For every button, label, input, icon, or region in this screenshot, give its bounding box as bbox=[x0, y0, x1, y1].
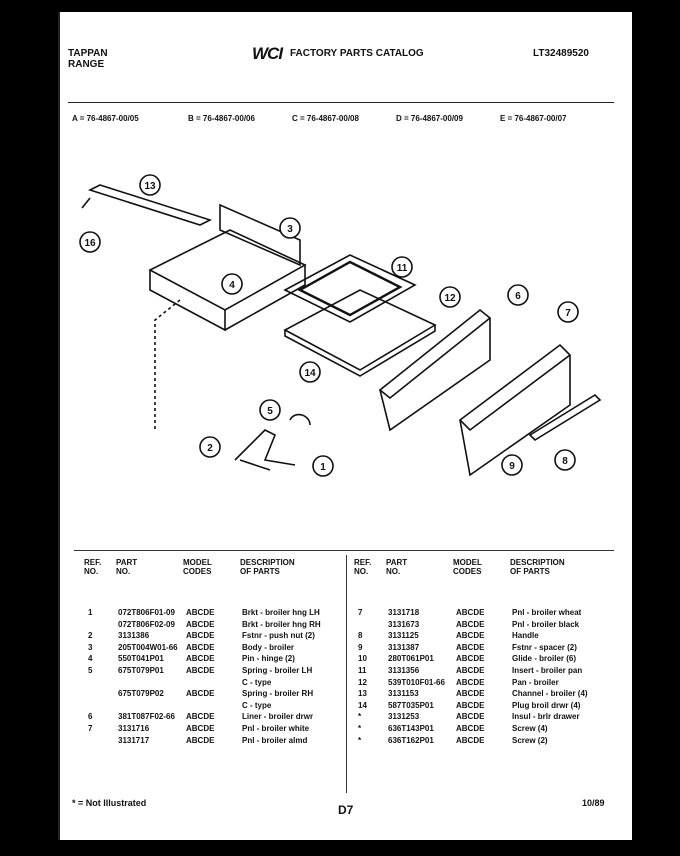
cell-model: ABCDE bbox=[186, 712, 215, 722]
cell-part: 675T079P02 bbox=[118, 689, 164, 699]
variant-d: D = 76-4867-00/09 bbox=[396, 114, 463, 123]
callout-3 bbox=[280, 218, 300, 238]
variant-a: A = 76-4867-00/05 bbox=[72, 114, 139, 123]
cell-part: 205T004W01-66 bbox=[118, 642, 178, 652]
cell-part: 3131153 bbox=[388, 689, 419, 699]
callout-14 bbox=[300, 362, 320, 382]
cell-desc: Spring - broiler RH bbox=[242, 689, 314, 699]
table-row bbox=[84, 654, 349, 664]
cell-desc: Liner - broiler drwr bbox=[242, 712, 314, 722]
cell-desc: Brkt - broiler hng RH bbox=[242, 619, 321, 629]
cell-desc: Channel - broiler (4) bbox=[512, 689, 588, 699]
cell-ref: 9 bbox=[358, 642, 363, 652]
cell-model: ABCDE bbox=[456, 724, 485, 733]
callout-8 bbox=[555, 450, 575, 470]
cell-desc: Plug broil drwr (4) bbox=[512, 700, 581, 710]
hdr-ref-right: REF. NO. bbox=[354, 558, 372, 576]
part-16-shape bbox=[82, 198, 90, 208]
cell-part: 636T143P01 bbox=[388, 724, 434, 733]
cell-ref: 1 bbox=[88, 608, 93, 617]
svg-text:11: 11 bbox=[396, 263, 408, 274]
hdr-model-right: MODEL CODES bbox=[453, 558, 482, 576]
part-2-nut-arm bbox=[240, 460, 270, 470]
cell-model: ABCDE bbox=[186, 619, 215, 629]
cell-part: 3131253 bbox=[388, 712, 420, 722]
variant-b: B = 76-4867-00/06 bbox=[188, 114, 255, 123]
cell-part: 3131716 bbox=[118, 724, 150, 733]
cell-model: ABCDE bbox=[456, 666, 485, 675]
date-code: 10/89 bbox=[582, 798, 605, 808]
cell-part: 636T162P01 bbox=[388, 735, 434, 745]
table-row bbox=[84, 724, 349, 734]
variant-c: C = 76-4867-00/08 bbox=[292, 114, 359, 123]
cell-part: 539T010F01-66 bbox=[388, 677, 445, 687]
svg-text:13: 13 bbox=[144, 181, 156, 192]
cell-desc: Fstnr - push nut (2) bbox=[242, 631, 315, 641]
table-row bbox=[354, 736, 619, 746]
cell-ref: * bbox=[358, 712, 362, 722]
footnote: * = Not Illustrated bbox=[72, 798, 147, 808]
cell-model: ABCDE bbox=[456, 619, 485, 629]
table-row bbox=[84, 736, 349, 746]
cell-model: ABCDE bbox=[456, 631, 485, 641]
catalog-title: FACTORY PARTS CATALOG bbox=[290, 48, 424, 59]
part-8-handle bbox=[530, 395, 600, 440]
cell-part: 3131717 bbox=[118, 735, 150, 745]
hdr-desc-right: DESCRIPTION OF PARTS bbox=[510, 558, 565, 576]
cell-desc: Pnl - broiler black bbox=[512, 619, 580, 629]
table-row bbox=[354, 654, 619, 664]
hdr-desc-left: DESCRIPTION OF PARTS bbox=[240, 558, 295, 576]
cell-desc: Pnl - broiler wheat bbox=[512, 608, 582, 617]
callout-12 bbox=[440, 287, 460, 307]
hdr-part-right: PART NO. bbox=[386, 558, 408, 576]
table-top-rule bbox=[74, 550, 614, 551]
part-6-face bbox=[380, 318, 490, 430]
svg-text:2: 2 bbox=[207, 443, 213, 454]
cell-ref: 10 bbox=[358, 654, 367, 664]
svg-text:1: 1 bbox=[320, 462, 326, 473]
table-row bbox=[84, 631, 349, 641]
cell-part: 3131673 bbox=[388, 619, 420, 629]
cell-ref: 8 bbox=[358, 631, 363, 641]
brand-name: TAPPAN bbox=[68, 48, 108, 59]
table-row bbox=[84, 678, 349, 688]
cell-desc: Handle bbox=[512, 631, 539, 641]
table-row bbox=[84, 643, 349, 653]
exploded-parts-diagram bbox=[60, 160, 620, 500]
catalog-code: LT32489520 bbox=[533, 48, 589, 59]
cell-ref: 11 bbox=[358, 666, 367, 675]
table-row bbox=[354, 701, 619, 711]
cell-ref: 5 bbox=[88, 666, 93, 675]
table-row bbox=[354, 643, 619, 653]
svg-text:4: 4 bbox=[229, 280, 235, 291]
part-5-spring bbox=[290, 415, 310, 425]
svg-text:8: 8 bbox=[562, 456, 568, 467]
table-row bbox=[84, 620, 349, 630]
wci-logo: WCI bbox=[252, 44, 283, 63]
cell-part: 3131386 bbox=[118, 631, 150, 641]
cell-model: ABCDE bbox=[186, 631, 215, 641]
cell-model: ABCDE bbox=[456, 654, 485, 664]
callout-6 bbox=[508, 285, 528, 305]
svg-text:9: 9 bbox=[509, 461, 515, 472]
cell-model: ABCDE bbox=[456, 608, 485, 617]
cell-part: 072T806F01-09 bbox=[118, 608, 175, 617]
part-3-body-front bbox=[150, 270, 225, 330]
cell-part: 072T806F02-09 bbox=[118, 619, 175, 629]
table-row bbox=[354, 678, 619, 688]
part-12-pan bbox=[285, 290, 435, 370]
cell-model: ABCDE bbox=[186, 654, 215, 664]
part-1-hinge bbox=[235, 430, 295, 465]
cell-desc: Pin - hinge (2) bbox=[242, 654, 295, 664]
cell-desc: Insert - broiler pan bbox=[512, 666, 583, 675]
cell-part: 280T061P01 bbox=[388, 654, 434, 664]
leader-dashed bbox=[155, 300, 180, 430]
cell-ref: 6 bbox=[88, 712, 93, 722]
svg-text:6: 6 bbox=[515, 291, 521, 302]
cell-desc: Spring - broiler LH bbox=[242, 666, 313, 675]
cell-model: ABCDE bbox=[186, 642, 215, 652]
variant-e: E = 76-4867-00/07 bbox=[500, 114, 567, 123]
table-row bbox=[354, 724, 619, 734]
table-row bbox=[354, 608, 619, 618]
table-row bbox=[354, 631, 619, 641]
cell-model: ABCDE bbox=[456, 689, 485, 699]
cell-part: 3131387 bbox=[388, 642, 420, 652]
callout-2 bbox=[200, 437, 220, 457]
table-row bbox=[84, 608, 349, 618]
cell-desc: Pnl - broiler almd bbox=[242, 735, 308, 745]
cell-ref: 2 bbox=[88, 631, 93, 641]
cell-desc: Pan - broiler bbox=[512, 677, 559, 687]
cell-model: ABCDE bbox=[456, 677, 485, 687]
cell-model: ABCDE bbox=[186, 666, 215, 675]
cell-ref: 7 bbox=[88, 724, 93, 733]
svg-text:7: 7 bbox=[565, 308, 571, 319]
cell-part: 587T035P01 bbox=[388, 700, 434, 710]
svg-text:16: 16 bbox=[84, 238, 96, 249]
cell-part: 675T079P01 bbox=[118, 666, 164, 675]
product-name: RANGE bbox=[68, 59, 105, 70]
table-row bbox=[354, 689, 619, 699]
cell-ref: 7 bbox=[358, 608, 363, 617]
cell-ref: 12 bbox=[358, 677, 367, 687]
cell-ref: 14 bbox=[358, 700, 367, 710]
cell-part: 3131718 bbox=[388, 608, 420, 617]
table-row bbox=[354, 712, 619, 722]
cell-desc: Glide - broiler (6) bbox=[512, 654, 577, 664]
cell-desc: Screw (2) bbox=[512, 735, 548, 745]
cell-desc: C - type bbox=[242, 700, 272, 710]
cell-desc: C - type bbox=[242, 677, 272, 687]
table-row bbox=[84, 666, 349, 676]
cell-model: ABCDE bbox=[186, 608, 215, 617]
brand-label bbox=[68, 48, 108, 70]
cell-desc: Brkt - broiler hng LH bbox=[242, 608, 320, 617]
svg-text:14: 14 bbox=[304, 368, 316, 379]
callout-5 bbox=[260, 400, 280, 420]
cell-desc: Body - broiler bbox=[242, 642, 295, 652]
cell-model: ABCDE bbox=[456, 642, 485, 652]
cell-ref: 4 bbox=[88, 654, 93, 664]
table-row bbox=[84, 712, 349, 722]
cell-ref: * bbox=[358, 724, 362, 733]
table-row bbox=[84, 701, 349, 711]
cell-desc: Pnl - broiler white bbox=[242, 724, 310, 733]
cell-ref: * bbox=[358, 735, 362, 745]
hdr-part-left: PART NO. bbox=[116, 558, 138, 576]
table-row bbox=[354, 620, 619, 630]
callout-13 bbox=[140, 175, 160, 195]
callout-11 bbox=[392, 257, 412, 277]
cell-model: ABCDE bbox=[456, 735, 485, 745]
cell-desc: Fstnr - spacer (2) bbox=[512, 642, 577, 652]
cell-ref: 13 bbox=[358, 689, 367, 699]
table-row bbox=[84, 689, 349, 699]
cell-part: 550T041P01 bbox=[118, 654, 164, 664]
cell-part: 3131356 bbox=[388, 666, 420, 675]
cell-desc: Screw (4) bbox=[512, 724, 548, 733]
hdr-model-left: MODEL CODES bbox=[183, 558, 212, 576]
callout-4 bbox=[222, 274, 242, 294]
cell-model: ABCDE bbox=[456, 712, 485, 722]
callout-9 bbox=[502, 455, 522, 475]
cell-model: ABCDE bbox=[186, 724, 215, 733]
cell-part: 3131125 bbox=[388, 631, 419, 641]
svg-text:3: 3 bbox=[287, 224, 293, 235]
header-rule bbox=[68, 102, 614, 103]
callout-16 bbox=[80, 232, 100, 252]
callout-1 bbox=[313, 456, 333, 476]
svg-text:5: 5 bbox=[267, 406, 273, 417]
cell-model: ABCDE bbox=[456, 700, 485, 710]
cell-model: ABCDE bbox=[186, 689, 215, 699]
cell-part: 381T087F02-66 bbox=[118, 712, 175, 722]
cell-model: ABCDE bbox=[186, 735, 215, 745]
page-number: D7 bbox=[338, 803, 354, 817]
part-11-grid-inner bbox=[300, 262, 400, 315]
svg-text:12: 12 bbox=[444, 293, 456, 304]
cell-desc: Insul - brlr drawer bbox=[512, 712, 580, 722]
callout-7 bbox=[558, 302, 578, 322]
table-row bbox=[354, 666, 619, 676]
hdr-ref-left: REF. NO. bbox=[84, 558, 102, 576]
cell-ref: 3 bbox=[88, 642, 93, 652]
